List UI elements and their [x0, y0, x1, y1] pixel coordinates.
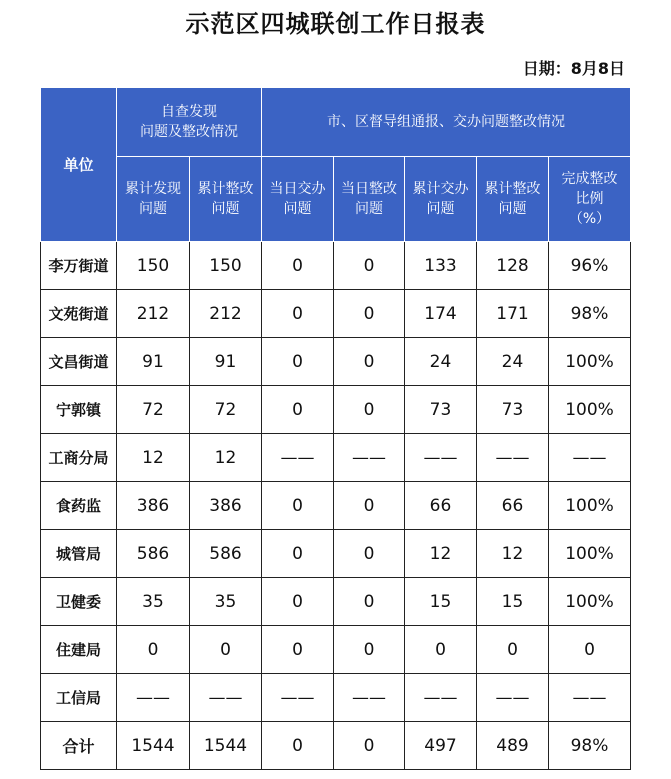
cell-value: 66: [405, 482, 477, 530]
row-unit-name: 食药监: [41, 482, 117, 530]
cell-value: 386: [190, 482, 262, 530]
cell-value: 0: [477, 626, 549, 674]
header-column-6: 累计整改 问题: [477, 157, 549, 242]
cell-value: ——: [549, 434, 631, 482]
cell-value: 66: [477, 482, 549, 530]
cell-value: 73: [405, 386, 477, 434]
header-column-3: 当日交办 问题: [262, 157, 334, 242]
cell-value: 12: [117, 434, 190, 482]
cell-value: ——: [405, 674, 477, 722]
cell-value: ——: [477, 674, 549, 722]
cell-value: 0: [334, 722, 405, 770]
cell-value: 0: [262, 338, 334, 386]
table-row: [41, 242, 631, 290]
header-unit: 单位: [41, 88, 117, 242]
cell-value: ——: [477, 434, 549, 482]
report-date: 日期：8月8日: [522, 59, 625, 78]
cell-value: 0: [334, 530, 405, 578]
cell-value: 0: [262, 290, 334, 338]
header-group-city: 市、区督导组通报、交办问题整改情况: [262, 88, 631, 157]
table-row: [41, 530, 631, 578]
cell-value: 35: [190, 578, 262, 626]
cell-value: 15: [477, 578, 549, 626]
cell-value: 96%: [549, 242, 631, 290]
cell-value: 0: [334, 242, 405, 290]
row-unit-name: 文苑街道: [41, 290, 117, 338]
cell-value: 497: [405, 722, 477, 770]
header-column-5: 累计交办 问题: [405, 157, 477, 242]
cell-value: ——: [262, 434, 334, 482]
table-header: [41, 88, 631, 242]
table-body: [41, 242, 631, 770]
cell-value: 489: [477, 722, 549, 770]
cell-value: 0: [262, 530, 334, 578]
table-row: [41, 626, 631, 674]
cell-value: 0: [190, 626, 262, 674]
total-row: [41, 722, 631, 770]
cell-value: 1544: [190, 722, 262, 770]
row-unit-name: 城管局: [41, 530, 117, 578]
cell-value: 128: [477, 242, 549, 290]
cell-value: 0: [334, 290, 405, 338]
cell-value: 98%: [549, 722, 631, 770]
cell-value: 0: [334, 338, 405, 386]
cell-value: ——: [549, 674, 631, 722]
cell-value: 0: [117, 626, 190, 674]
cell-value: 100%: [549, 530, 631, 578]
cell-value: ——: [405, 434, 477, 482]
cell-value: 15: [405, 578, 477, 626]
cell-value: 0: [549, 626, 631, 674]
cell-value: 91: [117, 338, 190, 386]
row-unit-name: 宁郭镇: [41, 386, 117, 434]
cell-value: 212: [190, 290, 262, 338]
header-column-4: 当日整改 问题: [334, 157, 405, 242]
cell-value: 0: [262, 482, 334, 530]
cell-value: 100%: [549, 338, 631, 386]
cell-value: 0: [334, 386, 405, 434]
cell-value: 150: [190, 242, 262, 290]
cell-value: 24: [477, 338, 549, 386]
row-unit-name: 住建局: [41, 626, 117, 674]
cell-value: 35: [117, 578, 190, 626]
cell-value: 174: [405, 290, 477, 338]
cell-value: 586: [117, 530, 190, 578]
table-row: [41, 482, 631, 530]
header-column-2: 累计整改 问题: [190, 157, 262, 242]
cell-value: 100%: [549, 386, 631, 434]
cell-value: 0: [405, 626, 477, 674]
cell-value: 72: [117, 386, 190, 434]
cell-value: ——: [190, 674, 262, 722]
cell-value: 0: [262, 626, 334, 674]
row-unit-name: 卫健委: [41, 578, 117, 626]
report-title: 示范区四城联创工作日报表: [185, 10, 486, 38]
cell-value: ——: [334, 434, 405, 482]
cell-value: 12: [405, 530, 477, 578]
row-unit-name: 合计: [41, 722, 117, 770]
row-unit-name: 工信局: [41, 674, 117, 722]
report-table: [40, 87, 631, 770]
header-column-1: 累计发现 问题: [117, 157, 190, 242]
cell-value: 386: [117, 482, 190, 530]
cell-value: 171: [477, 290, 549, 338]
cell-value: 91: [190, 338, 262, 386]
table-row: [41, 578, 631, 626]
cell-value: 586: [190, 530, 262, 578]
cell-value: 12: [190, 434, 262, 482]
cell-value: 100%: [549, 578, 631, 626]
cell-value: ——: [117, 674, 190, 722]
cell-value: 0: [262, 578, 334, 626]
row-unit-name: 工商分局: [41, 434, 117, 482]
cell-value: 133: [405, 242, 477, 290]
header-group-self: 自查发现 问题及整改情况: [117, 88, 262, 157]
table-row: [41, 338, 631, 386]
header-column-7: 完成整改 比例 （%）: [549, 157, 631, 242]
cell-value: 73: [477, 386, 549, 434]
header-subcolumns: [41, 157, 631, 242]
row-unit-name: 李万街道: [41, 242, 117, 290]
cell-value: 1544: [117, 722, 190, 770]
table-row: [41, 674, 631, 722]
cell-value: 24: [405, 338, 477, 386]
cell-value: 0: [262, 386, 334, 434]
cell-value: 100%: [549, 482, 631, 530]
cell-value: 72: [190, 386, 262, 434]
row-unit-name: 文昌街道: [41, 338, 117, 386]
cell-value: 98%: [549, 290, 631, 338]
cell-value: 0: [334, 482, 405, 530]
cell-value: 0: [262, 722, 334, 770]
cell-value: 212: [117, 290, 190, 338]
cell-value: 0: [334, 578, 405, 626]
cell-value: 0: [262, 242, 334, 290]
cell-value: 12: [477, 530, 549, 578]
table-row: [41, 386, 631, 434]
table-row: [41, 290, 631, 338]
cell-value: 150: [117, 242, 190, 290]
cell-value: ——: [334, 674, 405, 722]
table-row: [41, 434, 631, 482]
cell-value: ——: [262, 674, 334, 722]
cell-value: 0: [334, 626, 405, 674]
